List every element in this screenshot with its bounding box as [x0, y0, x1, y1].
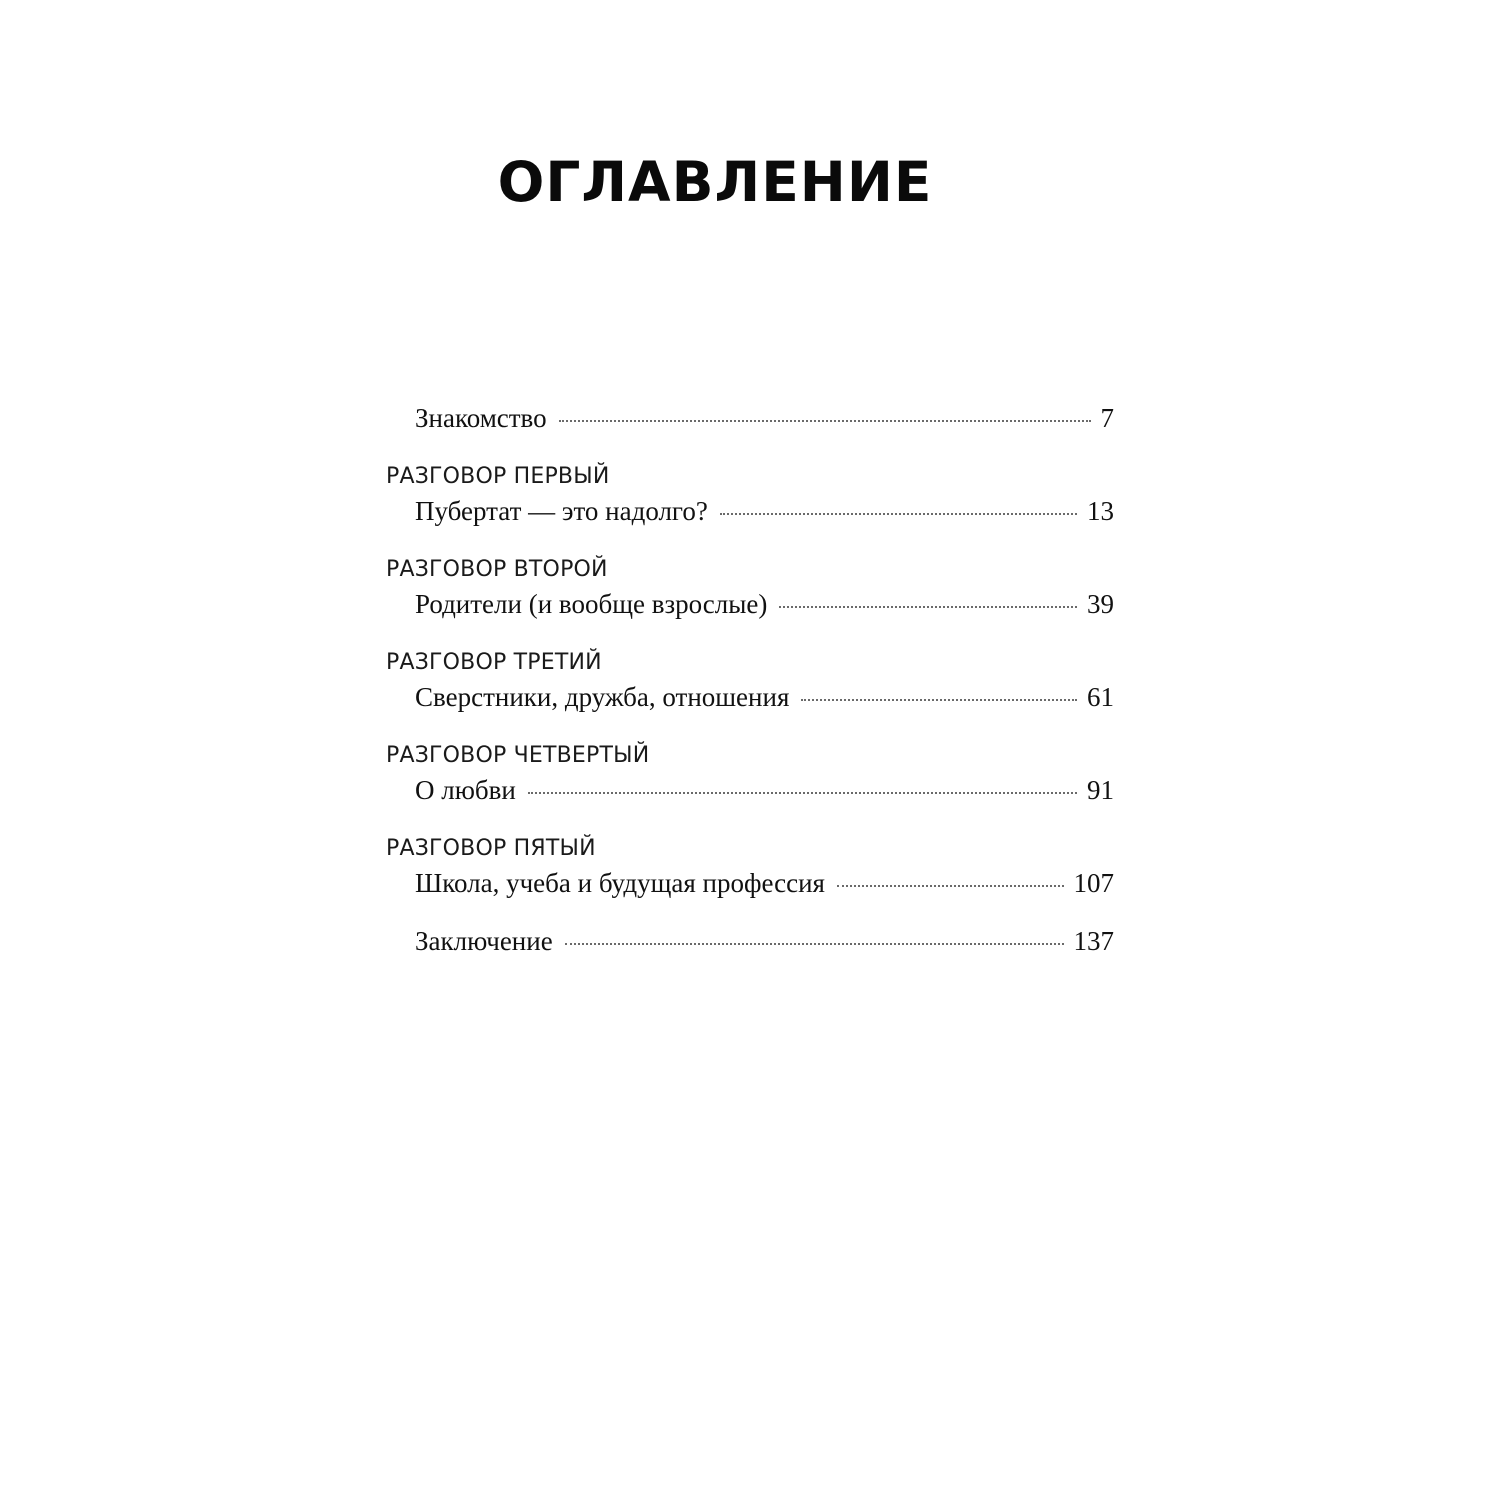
toc-entry-title: Заключение [415, 926, 553, 956]
toc-entry-conclusion[interactable] [415, 924, 1114, 958]
dot-leader [801, 699, 1077, 701]
section-label: РАЗГОВОР ТРЕТИЙ [386, 650, 602, 675]
dot-leader [528, 792, 1077, 794]
toc-entry-page: 137 [1073, 926, 1114, 956]
toc-entry-title: Школа, учеба и будущая профессия [415, 868, 825, 898]
toc-entry-intro[interactable] [415, 401, 1114, 435]
toc-entry-chapter-2[interactable] [415, 587, 1114, 621]
toc-entry-page: 91 [1087, 775, 1114, 805]
dot-leader [779, 606, 1077, 608]
section-label: РАЗГОВОР ВТОРОЙ [386, 557, 608, 582]
section-label: РАЗГОВОР ПЕРВЫЙ [386, 464, 610, 489]
toc-entry-page: 39 [1087, 589, 1114, 619]
dot-leader [559, 420, 1091, 422]
toc-entry-chapter-5[interactable] [415, 866, 1114, 900]
toc-entry-title: Сверстники, дружба, отношения [415, 682, 790, 712]
toc-entry-title: Родители (и вообще взрослые) [415, 589, 768, 619]
dot-leader [720, 513, 1077, 515]
page-title: ОГЛАВЛЕНИЕ [497, 150, 933, 214]
section-label: РАЗГОВОР ЧЕТВЕРТЫЙ [386, 743, 650, 768]
section-label: РАЗГОВОР ПЯТЫЙ [386, 836, 596, 861]
toc-entry-chapter-3[interactable] [415, 680, 1114, 714]
toc-entry-page: 107 [1073, 868, 1114, 898]
toc-entry-title: Знакомство [415, 403, 547, 433]
dot-leader [837, 885, 1064, 887]
toc-entry-chapter-4[interactable] [415, 773, 1114, 807]
dot-leader [565, 943, 1064, 945]
toc-entry-title: О любви [415, 775, 516, 805]
toc-entry-title: Пубертат — это надолго? [415, 496, 708, 526]
toc-entry-page: 7 [1100, 403, 1114, 433]
toc-entry-chapter-1[interactable] [415, 494, 1114, 528]
toc-entry-page: 13 [1087, 496, 1114, 526]
toc-entry-page: 61 [1087, 682, 1114, 712]
